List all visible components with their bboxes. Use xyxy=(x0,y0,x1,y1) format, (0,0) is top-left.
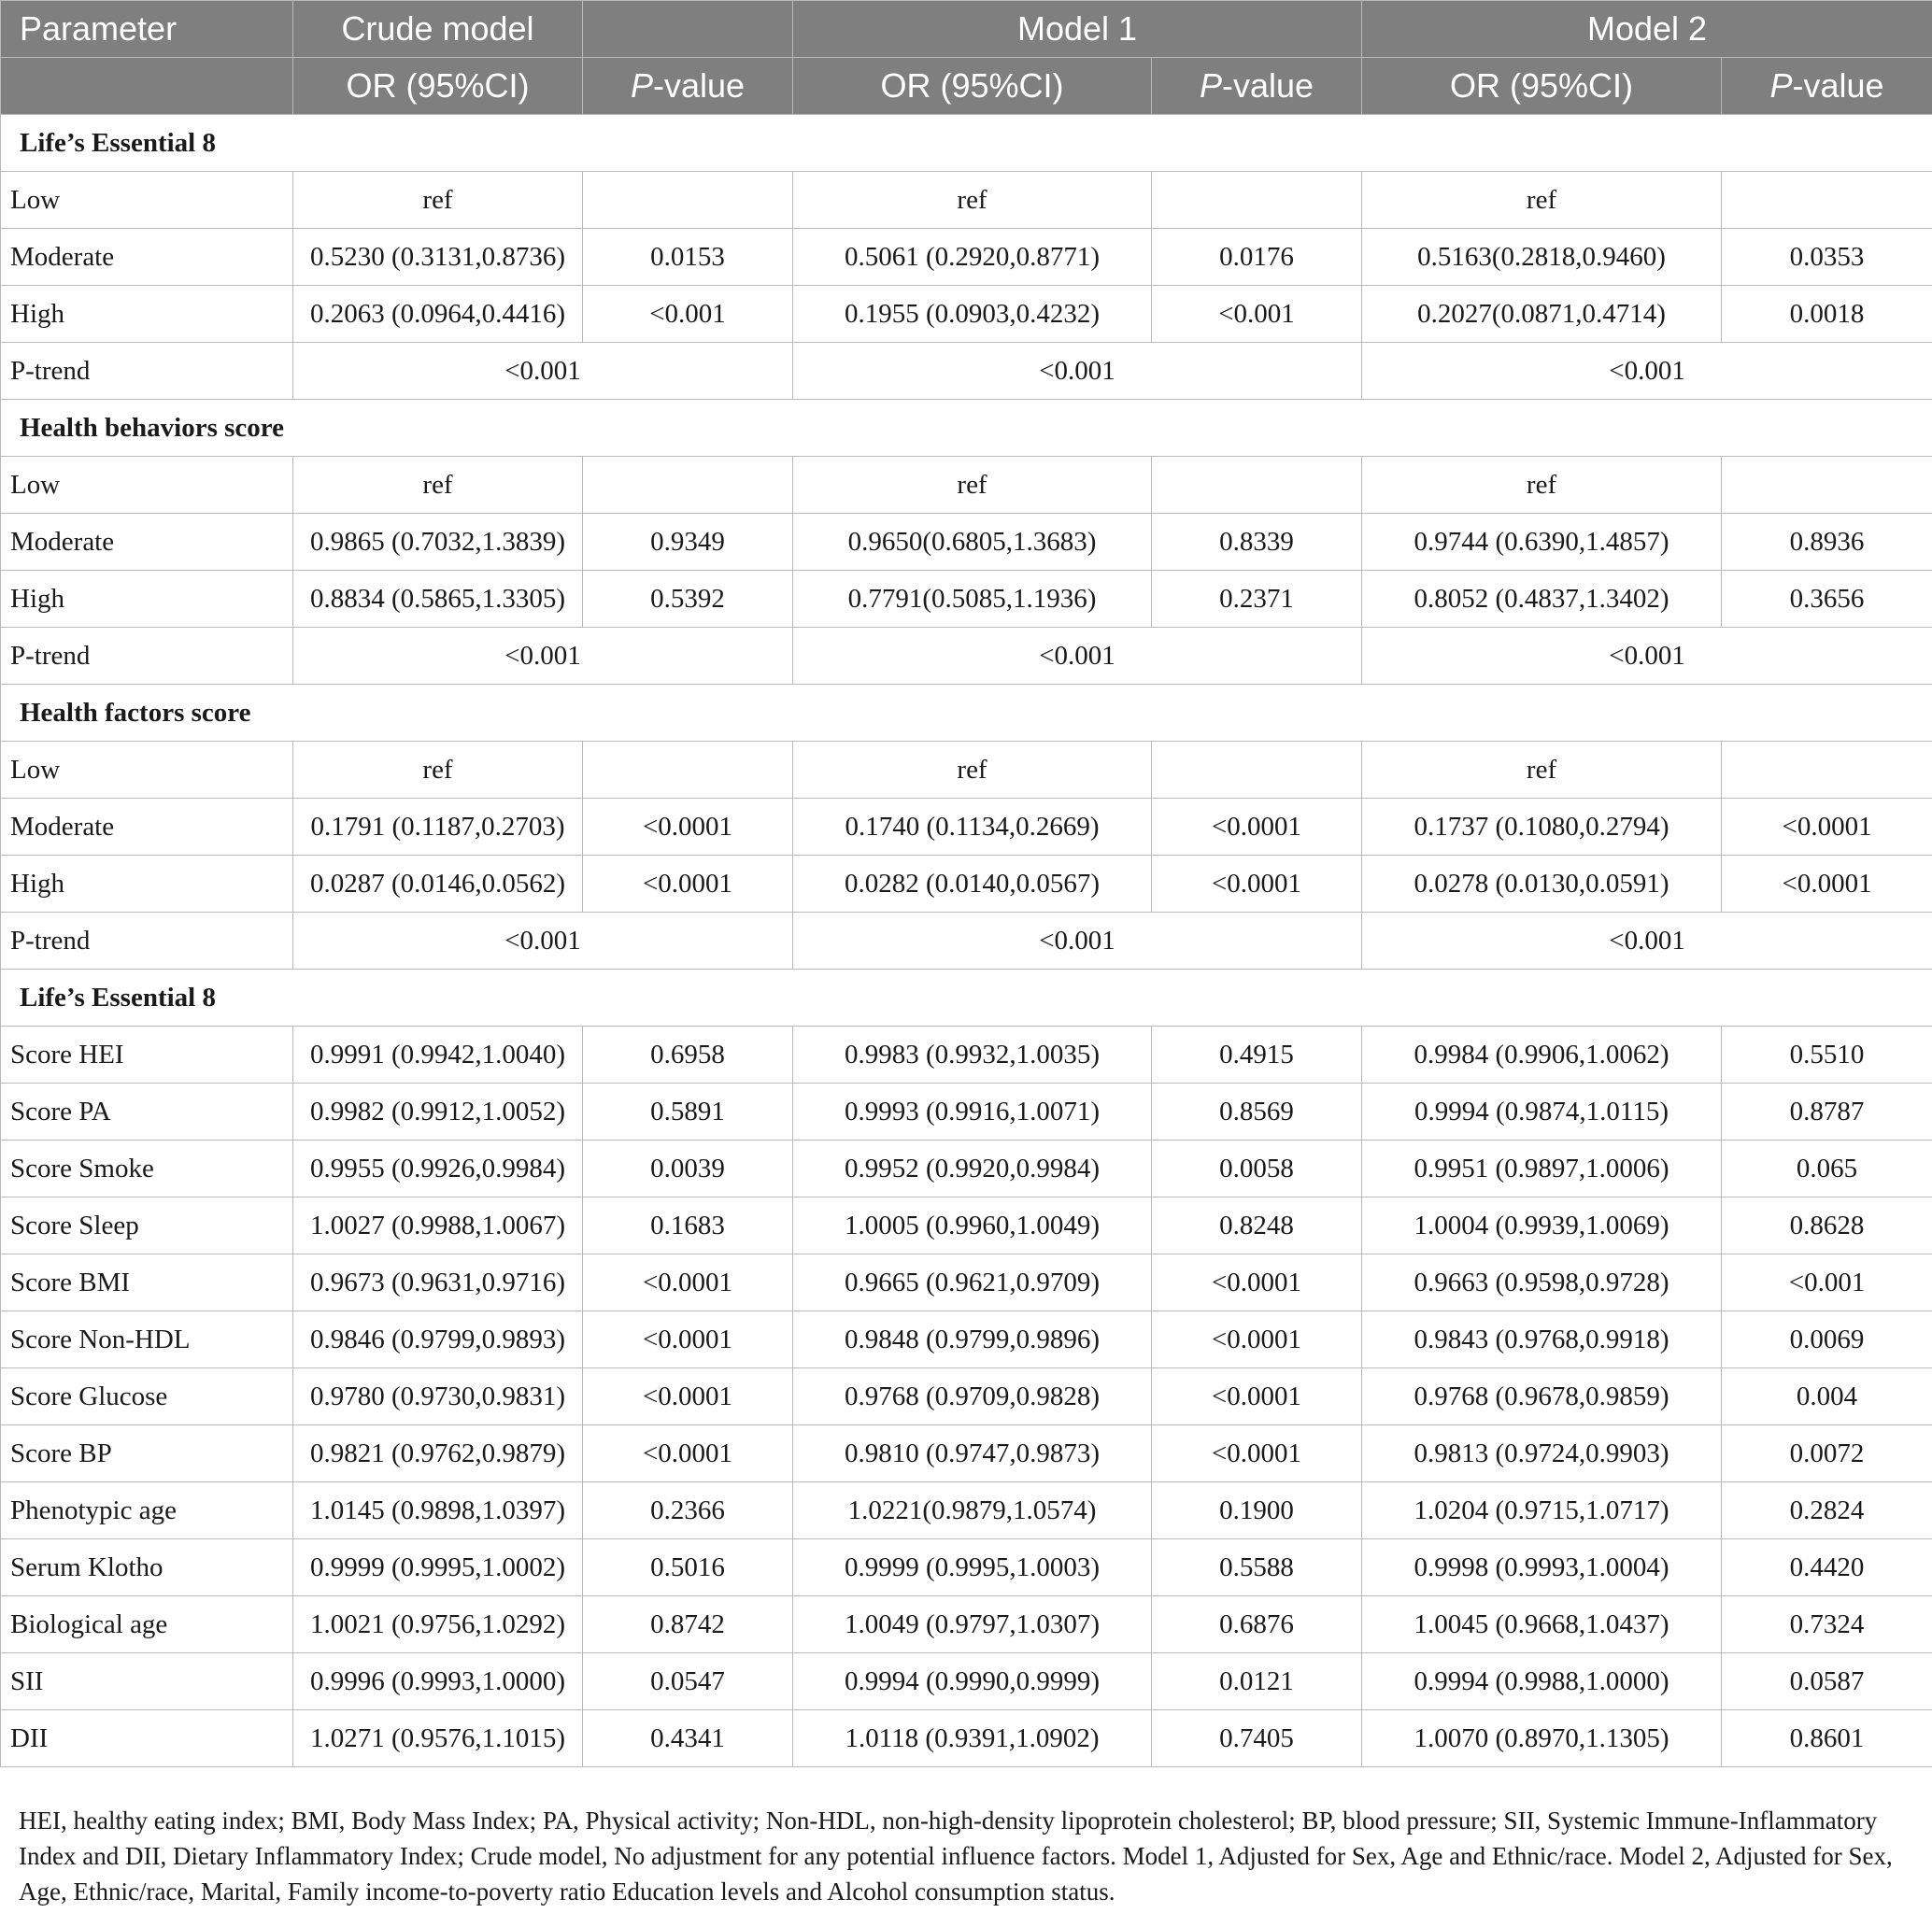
table-row xyxy=(1,1254,1932,1311)
model2-or-cell: 0.9951 (0.9897,1.0006) xyxy=(1362,1141,1722,1197)
model1-or-cell: 0.7791(0.5085,1.1936) xyxy=(793,571,1152,628)
model1-p-trend: <0.001 xyxy=(793,343,1362,400)
table-row xyxy=(1,1084,1932,1141)
model2-p-cell xyxy=(1722,172,1932,229)
model1-or-cell: 1.0118 (0.9391,1.0902) xyxy=(793,1710,1152,1767)
row-label: Low xyxy=(1,172,293,229)
model2-p-cell: 0.7324 xyxy=(1722,1596,1932,1653)
table-row xyxy=(1,229,1932,286)
model1-or-cell: 0.9665 (0.9621,0.9709) xyxy=(793,1254,1152,1311)
model2-p-trend: <0.001 xyxy=(1362,913,1932,970)
crude-or-cell: ref xyxy=(293,457,583,514)
table-row xyxy=(1,1311,1932,1368)
p-italic: P xyxy=(1199,66,1222,105)
model2-or-cell: 0.2027(0.0871,0.4714) xyxy=(1362,286,1722,343)
model2-or-cell: 0.1737 (0.1080,0.2794) xyxy=(1362,799,1722,856)
table-row xyxy=(1,742,1932,799)
model1-or-cell: 0.9952 (0.9920,0.9984) xyxy=(793,1141,1152,1197)
model2-or-cell: 1.0204 (0.9715,1.0717) xyxy=(1362,1482,1722,1539)
crude-p-trend: <0.001 xyxy=(293,913,793,970)
model1-or-cell: 0.1740 (0.1134,0.2669) xyxy=(793,799,1152,856)
section-header-row xyxy=(1,970,1932,1027)
model1-or-cell: 0.0282 (0.0140,0.0567) xyxy=(793,856,1152,913)
row-label: High xyxy=(1,571,293,628)
p-suffix: -value xyxy=(1221,66,1314,105)
model1-p-cell: <0.0001 xyxy=(1152,856,1362,913)
crude-or-cell: 0.9673 (0.9631,0.9716) xyxy=(293,1254,583,1311)
model2-p-cell: 0.3656 xyxy=(1722,571,1932,628)
crude-or-cell: ref xyxy=(293,742,583,799)
row-label: Moderate xyxy=(1,514,293,571)
section-header-row xyxy=(1,115,1932,172)
table-row xyxy=(1,856,1932,913)
model2-or-cell: 0.9994 (0.9988,1.0000) xyxy=(1362,1653,1722,1710)
model1-or-cell: 0.9768 (0.9709,0.9828) xyxy=(793,1368,1152,1425)
crude-p-cell: <0.0001 xyxy=(583,1254,793,1311)
table-row xyxy=(1,1027,1932,1084)
model1-or-cell: 0.9993 (0.9916,1.0071) xyxy=(793,1084,1152,1141)
section-header-row xyxy=(1,400,1932,457)
model2-p-cell xyxy=(1722,457,1932,514)
crude-p-cell: <0.0001 xyxy=(583,799,793,856)
model2-or-cell: ref xyxy=(1362,172,1722,229)
header-row-models xyxy=(1,1,1932,58)
model2-or-cell: ref xyxy=(1362,742,1722,799)
crude-or-cell: 0.9821 (0.9762,0.9879) xyxy=(293,1425,583,1482)
model2-p-cell: 0.8787 xyxy=(1722,1084,1932,1141)
crude-p-cell: 0.9349 xyxy=(583,514,793,571)
row-label: DII xyxy=(1,1710,293,1767)
header-p-value xyxy=(583,58,793,115)
model1-p-cell: 0.8569 xyxy=(1152,1084,1362,1141)
header-or-ci: OR (95%CI) xyxy=(793,58,1152,115)
table-row xyxy=(1,1539,1932,1596)
row-label: Score Smoke xyxy=(1,1141,293,1197)
table-row xyxy=(1,286,1932,343)
crude-p-cell xyxy=(583,172,793,229)
header-crude-model: Crude model xyxy=(293,1,583,58)
crude-p-cell: 0.1683 xyxy=(583,1197,793,1254)
row-label: Score HEI xyxy=(1,1027,293,1084)
row-label: Low xyxy=(1,457,293,514)
p-italic: P xyxy=(1769,66,1793,105)
crude-or-cell: 1.0021 (0.9756,1.0292) xyxy=(293,1596,583,1653)
crude-p-cell: <0.0001 xyxy=(583,1425,793,1482)
crude-or-cell: 0.8834 (0.5865,1.3305) xyxy=(293,571,583,628)
model1-or-cell: 0.9994 (0.9990,0.9999) xyxy=(793,1653,1152,1710)
p-suffix: -value xyxy=(652,66,746,105)
crude-or-cell: 0.9846 (0.9799,0.9893) xyxy=(293,1311,583,1368)
crude-or-cell: 0.9955 (0.9926,0.9984) xyxy=(293,1141,583,1197)
table-row xyxy=(1,172,1932,229)
model2-or-cell: 0.9994 (0.9874,1.0115) xyxy=(1362,1084,1722,1141)
model1-or-cell: 1.0049 (0.9797,1.0307) xyxy=(793,1596,1152,1653)
model1-or-cell: 0.5061 (0.2920,0.8771) xyxy=(793,229,1152,286)
crude-p-cell xyxy=(583,457,793,514)
header-or-ci: OR (95%CI) xyxy=(293,58,583,115)
model2-p-cell: 0.0072 xyxy=(1722,1425,1932,1482)
crude-or-cell: ref xyxy=(293,172,583,229)
row-label: Score Glucose xyxy=(1,1368,293,1425)
crude-or-cell: 0.9780 (0.9730,0.9831) xyxy=(293,1368,583,1425)
model1-or-cell: 0.9848 (0.9799,0.9896) xyxy=(793,1311,1152,1368)
model2-p-trend: <0.001 xyxy=(1362,343,1932,400)
model2-p-cell: 0.0353 xyxy=(1722,229,1932,286)
model2-p-cell: 0.065 xyxy=(1722,1141,1932,1197)
model2-p-cell: 0.0069 xyxy=(1722,1311,1932,1368)
crude-or-cell: 0.1791 (0.1187,0.2703) xyxy=(293,799,583,856)
header-parameter: Parameter xyxy=(1,1,293,58)
model1-p-cell: 0.4915 xyxy=(1152,1027,1362,1084)
crude-p-cell: <0.001 xyxy=(583,286,793,343)
p-italic: P xyxy=(630,66,653,105)
crude-or-cell: 0.9996 (0.9993,1.0000) xyxy=(293,1653,583,1710)
model1-p-cell: 0.7405 xyxy=(1152,1710,1362,1767)
model2-p-cell: 0.5510 xyxy=(1722,1027,1932,1084)
model2-or-cell: 0.9843 (0.9768,0.9918) xyxy=(1362,1311,1722,1368)
header-model1: Model 1 xyxy=(793,1,1362,58)
crude-p-cell: <0.0001 xyxy=(583,1311,793,1368)
model2-or-cell: ref xyxy=(1362,457,1722,514)
model2-or-cell: 0.9663 (0.9598,0.9728) xyxy=(1362,1254,1722,1311)
model1-or-cell: 1.0005 (0.9960,1.0049) xyxy=(793,1197,1152,1254)
model1-or-cell: 0.9650(0.6805,1.3683) xyxy=(793,514,1152,571)
model1-p-cell: 0.0058 xyxy=(1152,1141,1362,1197)
crude-or-cell: 0.0287 (0.0146,0.0562) xyxy=(293,856,583,913)
crude-p-cell: <0.0001 xyxy=(583,856,793,913)
table-body xyxy=(1,115,1932,1767)
crude-or-cell: 0.9982 (0.9912,1.0052) xyxy=(293,1084,583,1141)
row-label: Score BP xyxy=(1,1425,293,1482)
section-title: Life’s Essential 8 xyxy=(1,970,1932,1027)
crude-p-cell: 0.5891 xyxy=(583,1084,793,1141)
model1-or-cell: ref xyxy=(793,172,1152,229)
row-label: Score BMI xyxy=(1,1254,293,1311)
model1-p-trend: <0.001 xyxy=(793,913,1362,970)
model1-or-cell: ref xyxy=(793,742,1152,799)
model1-p-trend: <0.001 xyxy=(793,628,1362,685)
crude-or-cell: 1.0027 (0.9988,1.0067) xyxy=(293,1197,583,1254)
model2-or-cell: 0.9813 (0.9724,0.9903) xyxy=(1362,1425,1722,1482)
model1-or-cell: 0.9983 (0.9932,1.0035) xyxy=(793,1027,1152,1084)
model2-or-cell: 0.9984 (0.9906,1.0062) xyxy=(1362,1027,1722,1084)
model2-p-cell xyxy=(1722,742,1932,799)
table-row xyxy=(1,799,1932,856)
model1-p-cell xyxy=(1152,457,1362,514)
model1-or-cell: 0.9999 (0.9995,1.0003) xyxy=(793,1539,1152,1596)
section-title: Health factors score xyxy=(1,685,1932,742)
model1-p-cell: <0.0001 xyxy=(1152,1425,1362,1482)
table-row xyxy=(1,1653,1932,1710)
model1-p-cell: 0.1900 xyxy=(1152,1482,1362,1539)
model2-p-cell: 0.8936 xyxy=(1722,514,1932,571)
crude-or-cell: 1.0271 (0.9576,1.1015) xyxy=(293,1710,583,1767)
model1-p-cell: 0.0176 xyxy=(1152,229,1362,286)
table-row xyxy=(1,1710,1932,1767)
model2-or-cell: 1.0004 (0.9939,1.0069) xyxy=(1362,1197,1722,1254)
header-blank xyxy=(1,58,293,115)
crude-p-trend: <0.001 xyxy=(293,343,793,400)
model1-p-cell xyxy=(1152,742,1362,799)
row-label: Moderate xyxy=(1,229,293,286)
model1-or-cell: 0.1955 (0.0903,0.4232) xyxy=(793,286,1152,343)
model1-or-cell: ref xyxy=(793,457,1152,514)
crude-or-cell: 0.9999 (0.9995,1.0002) xyxy=(293,1539,583,1596)
model1-p-cell: <0.0001 xyxy=(1152,799,1362,856)
header-or-ci: OR (95%CI) xyxy=(1362,58,1722,115)
row-label: Moderate xyxy=(1,799,293,856)
model2-or-cell: 0.9744 (0.6390,1.4857) xyxy=(1362,514,1722,571)
crude-p-cell: 0.5016 xyxy=(583,1539,793,1596)
model1-p-cell: 0.8339 xyxy=(1152,514,1362,571)
model2-or-cell: 1.0045 (0.9668,1.0437) xyxy=(1362,1596,1722,1653)
crude-p-cell: 0.8742 xyxy=(583,1596,793,1653)
crude-or-cell: 1.0145 (0.9898,1.0397) xyxy=(293,1482,583,1539)
section-title: Health behaviors score xyxy=(1,400,1932,457)
header-p-value xyxy=(1152,58,1362,115)
model1-p-cell: 0.8248 xyxy=(1152,1197,1362,1254)
model2-or-cell: 0.8052 (0.4837,1.3402) xyxy=(1362,571,1722,628)
model1-p-cell: <0.0001 xyxy=(1152,1254,1362,1311)
model2-p-cell: 0.4420 xyxy=(1722,1539,1932,1596)
model2-or-cell: 0.9998 (0.9993,1.0004) xyxy=(1362,1539,1722,1596)
p-trend-label: P-trend xyxy=(1,628,293,685)
p-trend-label: P-trend xyxy=(1,343,293,400)
model2-p-cell: 0.8601 xyxy=(1722,1710,1932,1767)
table-row xyxy=(1,1425,1932,1482)
table-header xyxy=(1,1,1932,115)
model1-or-cell: 0.9810 (0.9747,0.9873) xyxy=(793,1425,1152,1482)
row-label: Score Non-HDL xyxy=(1,1311,293,1368)
model2-or-cell: 0.0278 (0.0130,0.0591) xyxy=(1362,856,1722,913)
crude-p-cell: 0.0039 xyxy=(583,1141,793,1197)
row-label: Serum Klotho xyxy=(1,1539,293,1596)
table-row xyxy=(1,1482,1932,1539)
row-label: High xyxy=(1,286,293,343)
model1-p-cell: <0.001 xyxy=(1152,286,1362,343)
model1-p-cell: <0.0001 xyxy=(1152,1311,1362,1368)
model1-p-cell: 0.6876 xyxy=(1152,1596,1362,1653)
row-label: Phenotypic age xyxy=(1,1482,293,1539)
model2-p-cell: <0.0001 xyxy=(1722,799,1932,856)
row-label: Score Sleep xyxy=(1,1197,293,1254)
row-label: Biological age xyxy=(1,1596,293,1653)
p-trend-label: P-trend xyxy=(1,913,293,970)
crude-p-cell: 0.0547 xyxy=(583,1653,793,1710)
header-p-value xyxy=(1722,58,1932,115)
model2-p-cell: 0.2824 xyxy=(1722,1482,1932,1539)
table-row xyxy=(1,1197,1932,1254)
model1-or-cell: 1.0221(0.9879,1.0574) xyxy=(793,1482,1152,1539)
p-trend-row xyxy=(1,913,1932,970)
model2-p-cell: <0.001 xyxy=(1722,1254,1932,1311)
model2-or-cell: 0.5163(0.2818,0.9460) xyxy=(1362,229,1722,286)
row-label: Low xyxy=(1,742,293,799)
row-label: SII xyxy=(1,1653,293,1710)
section-header-row xyxy=(1,685,1932,742)
crude-or-cell: 0.2063 (0.0964,0.4416) xyxy=(293,286,583,343)
p-suffix: -value xyxy=(1792,66,1884,105)
model2-p-cell: 0.004 xyxy=(1722,1368,1932,1425)
model1-p-cell: <0.0001 xyxy=(1152,1368,1362,1425)
table-row xyxy=(1,1368,1932,1425)
model2-p-cell: 0.0018 xyxy=(1722,286,1932,343)
table-row xyxy=(1,1596,1932,1653)
table-row xyxy=(1,571,1932,628)
crude-p-cell: 0.5392 xyxy=(583,571,793,628)
table-row xyxy=(1,1141,1932,1197)
crude-p-cell: <0.0001 xyxy=(583,1368,793,1425)
model2-or-cell: 0.9768 (0.9678,0.9859) xyxy=(1362,1368,1722,1425)
section-title: Life’s Essential 8 xyxy=(1,115,1932,172)
model1-p-cell xyxy=(1152,172,1362,229)
crude-or-cell: 0.9991 (0.9942,1.0040) xyxy=(293,1027,583,1084)
table-footnote: HEI, healthy eating index; BMI, Body Mass Index; PA, Physical activity; Non-HDL, non-high-density lipoprotein cholesterol; BP, blood pressure; SII, Systemic Immune-Inflammatory Index and DII, Dietary Inflammatory Index; Crude model, No adjustment for any potential influence factors. Model 1, Adjusted for Sex, Age and Ethnic/race. Model 2, Adjusted for Sex, Age, Ethnic/race, Marital, Family income-to-poverty ratio Education levels and Alcohol consumption status. xyxy=(19,1807,1893,1906)
header-row-columns xyxy=(1,58,1932,115)
crude-or-cell: 0.5230 (0.3131,0.8736) xyxy=(293,229,583,286)
table-row xyxy=(1,514,1932,571)
crude-p-cell: 0.4341 xyxy=(583,1710,793,1767)
model1-p-cell: 0.5588 xyxy=(1152,1539,1362,1596)
header-blank xyxy=(583,1,793,58)
model2-or-cell: 1.0070 (0.8970,1.1305) xyxy=(1362,1710,1722,1767)
row-label: High xyxy=(1,856,293,913)
crude-or-cell: 0.9865 (0.7032,1.3839) xyxy=(293,514,583,571)
header-model2: Model 2 xyxy=(1362,1,1932,58)
model2-p-cell: 0.8628 xyxy=(1722,1197,1932,1254)
model2-p-trend: <0.001 xyxy=(1362,628,1932,685)
table-row xyxy=(1,457,1932,514)
crude-p-cell: 0.6958 xyxy=(583,1027,793,1084)
model2-p-cell: 0.0587 xyxy=(1722,1653,1932,1710)
crude-p-cell xyxy=(583,742,793,799)
model2-p-cell: <0.0001 xyxy=(1722,856,1932,913)
model1-p-cell: 0.0121 xyxy=(1152,1653,1362,1710)
p-trend-row xyxy=(1,343,1932,400)
crude-p-cell: 0.0153 xyxy=(583,229,793,286)
crude-p-trend: <0.001 xyxy=(293,628,793,685)
model1-p-cell: 0.2371 xyxy=(1152,571,1362,628)
row-label: Score PA xyxy=(1,1084,293,1141)
crude-p-cell: 0.2366 xyxy=(583,1482,793,1539)
p-trend-row xyxy=(1,628,1932,685)
